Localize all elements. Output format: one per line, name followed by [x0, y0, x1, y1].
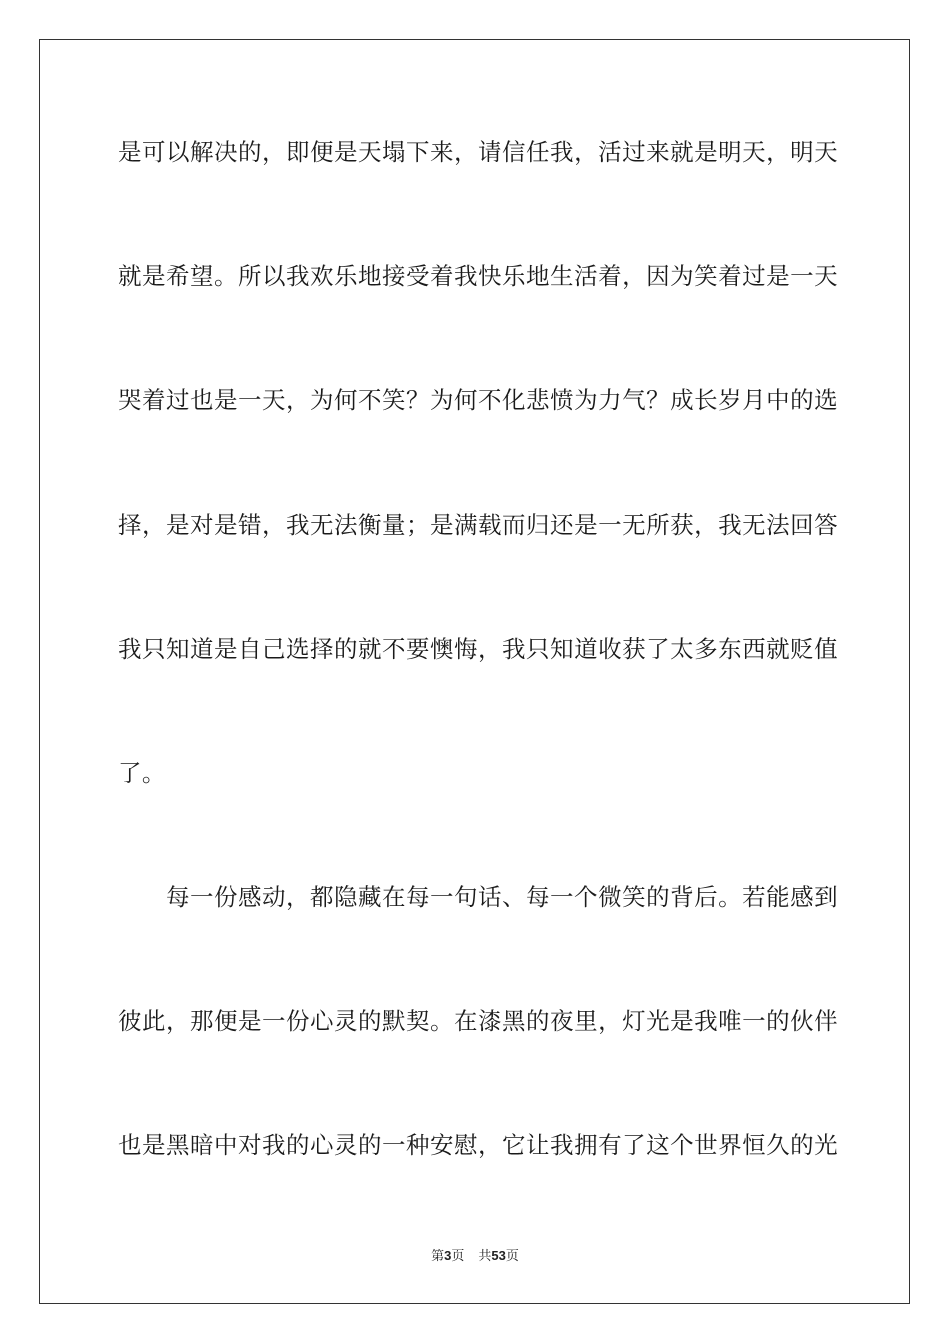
- page-footer: [0, 1247, 950, 1266]
- text-line-4: 择，是对是错，我无法衡量；是满载而归还是一无所获，我无法回答: [118, 511, 838, 539]
- total-suffix: 页: [505, 1249, 519, 1264]
- page-number: 3: [444, 1248, 452, 1263]
- text-line-7-paragraph-start: 每一份感动，都隐藏在每一句话、每一个微笑的背后。若能感到: [166, 883, 838, 911]
- page-border: [39, 39, 910, 1304]
- text-line-6: 了。: [118, 759, 166, 787]
- text-line-9: 也是黑暗中对我的心灵的一种安慰，它让我拥有了这个世界恒久的光: [118, 1131, 838, 1159]
- page-prefix: 第: [431, 1249, 445, 1264]
- text-line-3: 哭着过也是一天，为何不笑？为何不化悲愤为力气？成长岁月中的选: [118, 386, 838, 414]
- text-line-2: 就是希望。所以我欢乐地接受着我快乐地生活着，因为笑着过是一天: [118, 262, 838, 290]
- text-line-5: 我只知道是自己选择的就不要懊悔，我只知道收获了太多东西就贬值: [118, 635, 838, 663]
- total-prefix: 共: [478, 1249, 492, 1264]
- total-pages: 53: [491, 1248, 506, 1263]
- text-line-1: 是可以解决的，即便是天塌下来，请信任我，活过来就是明天，明天: [118, 138, 838, 166]
- page-suffix: 页: [451, 1249, 465, 1264]
- text-line-8: 彼此，那便是一份心灵的默契。在漆黑的夜里，灯光是我唯一的伙伴: [118, 1007, 838, 1035]
